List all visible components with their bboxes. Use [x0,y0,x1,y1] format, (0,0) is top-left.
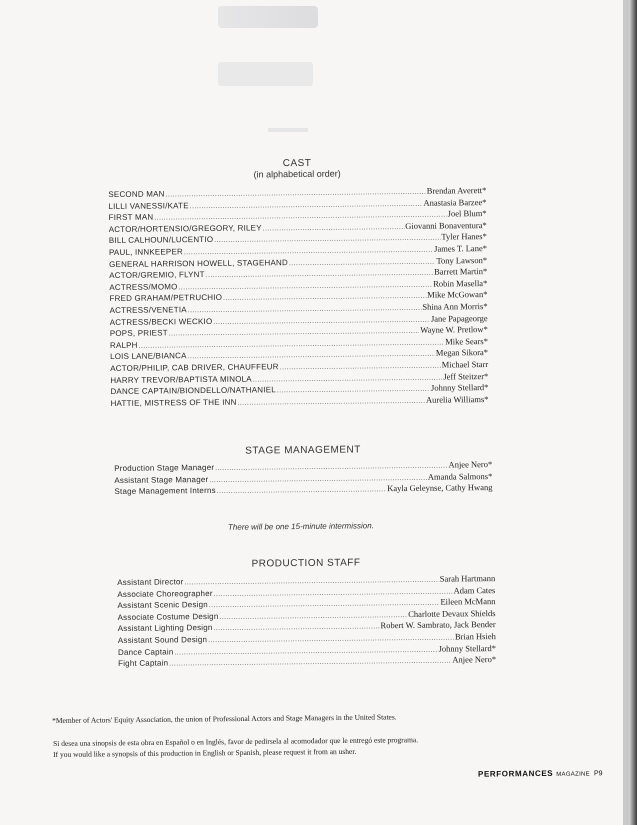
credit-name: Eileen McMann [440,596,496,607]
stage-management-section [114,443,493,498]
dot-leader [213,315,430,325]
credit-role: HATTIE, MISTRESS OF THE INN [110,397,237,408]
credit-name: Mike McGowan* [427,289,488,301]
cast-subheading: (in alphabetical order) [253,168,341,180]
credit-name: Mike Sears* [445,335,488,347]
dot-leader [214,587,453,598]
credit-name: Brendan Averett* [426,185,487,196]
credit-name: Anjee Nero* [452,654,497,665]
credit-role: Associate Choreographer [117,588,213,599]
equity-footnote: *Member of Actors' Equity Association, the union of Professional Actors and Stage Managers in the United States. [52,712,397,725]
credit-name: Charlotte Devaux Shields [408,607,496,619]
credit-name: Aurelia Williams* [425,393,489,405]
credit-role: Assistant Scenic Design [117,600,208,611]
credit-name: Robert W. Sambrato, Jack Bender [380,619,496,631]
credit-role: Assistant Stage Manager [114,474,209,485]
english-synopsis-note: If you would like a synopsis of this production in English or Spanish, please request it from an usher. [53,746,357,759]
dot-leader [289,257,436,267]
credit-name: Shina Ann Morris* [422,300,488,312]
dot-leader [190,199,423,209]
production-staff-heading: PRODUCTION STAFF [251,557,361,570]
dot-leader [238,396,426,406]
dot-leader [169,657,451,668]
dot-leader [206,269,433,279]
production-staff-list [117,573,496,670]
credit-role: PAUL, INNKEEPER [108,247,183,257]
production-staff-section [117,556,496,670]
dot-leader [217,485,386,495]
magazine-sub: MAGAZINE [556,771,591,778]
dot-leader [277,385,430,395]
credit-name: Sarah Hartmann [439,573,496,584]
credit-name: Tony Lawson* [436,254,488,266]
credit-name: James T. Lane* [434,243,487,254]
credit-name: Johnny Stellard* [438,642,496,654]
magazine-brand: PERFORMANCES [477,768,554,779]
dot-leader [209,599,440,609]
dot-leader [223,292,426,302]
credit-role: Fight Captain [118,658,169,669]
credit-name: Megan Sikora* [435,347,489,358]
faded-logo-graphic [218,6,318,28]
cast-list [108,185,488,409]
credit-role: ACTOR/HORTENSIO/GREGORY, RILEY [108,223,262,234]
page-number: P9 [593,770,603,778]
credit-role: DANCE CAPTAIN/BIONDELLO/NATHANIEL [110,385,276,397]
magazine-footer [478,768,603,778]
stage-management-list [114,459,492,498]
credit-name: Giovanni Bonaventura* [405,219,487,231]
credit-role: Dance Captain [117,646,174,657]
credit-role: Stage Management Interns [114,486,216,497]
spanish-synopsis-note: Si desea una sinopsis de esta obra en Español o en Inglés, favor de pedirsela al acomodador que le entregó este programa. [53,735,419,748]
dot-leader [215,462,447,472]
credit-name: Brian Hsieh [454,631,496,642]
dot-leader [280,361,441,371]
credit-role: ACTRESS/MOMO [109,282,178,292]
dot-leader [219,611,407,621]
credit-role: HARRY TREVOR/BAPTISTA MINOLA [110,374,252,385]
dot-leader [188,304,422,314]
credit-name: Kayla Geleynse, Cathy Hwang [387,482,493,494]
cast-heading: CAST [282,157,312,170]
credit-role: ACTOR/PHILIP, CAB DRIVER, CHAUFFEUR [110,362,279,373]
credit-name: Robin Masella* [433,277,488,289]
credit-name: Wayne W. Pretlow* [420,324,488,335]
credit-role: FIRST MAN [108,212,154,223]
credit-name: Barrett Martin* [434,266,488,277]
dot-leader [209,473,427,483]
credit-name: Anjee Nero* [448,459,493,470]
stage-management-heading: STAGE MANAGEMENT [245,444,361,457]
page-edge-binding [629,0,637,825]
credit-role: ACTRESS/BECKI WECKIO [109,316,213,327]
intermission-note: There will be one 15-minute intermission. [227,521,374,532]
credit-name: Adam Cates [453,584,496,596]
credit-name: Jeff Steitzer* [443,370,489,381]
credit-role: Production Stage Manager [114,462,215,473]
credit-role: Assistant Lighting Design [117,623,213,634]
credit-name: Johnny Stellard* [430,382,489,393]
credit-role: Assistant Sound Design [117,635,208,645]
credit-role: LILLI VANESSI/KATE [108,200,189,211]
credit-role: POPS, PRIEST [109,328,168,339]
credit-name: Michael Starr [441,358,489,370]
credit-role: BILL CALHOUN/LUCENTIO [108,235,214,246]
dot-leader [214,623,380,633]
credit-name: Tyler Hanes* [441,231,487,242]
dot-leader [214,234,440,244]
credit-role: FRED GRAHAM/PETRUCHIO [109,293,223,304]
credit-role: ACTRESS/VENETIA [109,305,187,315]
credit-role: RALPH [109,340,138,350]
credit-role: LOIS LANE/BIANCA [110,351,187,362]
credit-name: Anastasia Barzee* [423,196,487,208]
credit-name: Jane Papageorge [430,312,488,324]
credit-role: ACTOR/GREMIO, FLYNT [109,270,205,281]
credit-role: Associate Costume Design [117,611,219,622]
dot-leader [263,223,405,232]
dot-leader [253,373,443,383]
credit-role: Assistant Director [117,577,184,587]
cast-section [108,156,489,409]
credit-name: Amanda Salmons* [427,470,493,482]
credit-role: SECOND MAN [108,189,165,199]
credit-name: Joel Blum* [447,208,487,219]
faded-title-graphic [218,62,313,86]
faded-rule [268,128,308,132]
credit-role: GENERAL HARRISON HOWELL, STAGEHAND [109,257,288,269]
